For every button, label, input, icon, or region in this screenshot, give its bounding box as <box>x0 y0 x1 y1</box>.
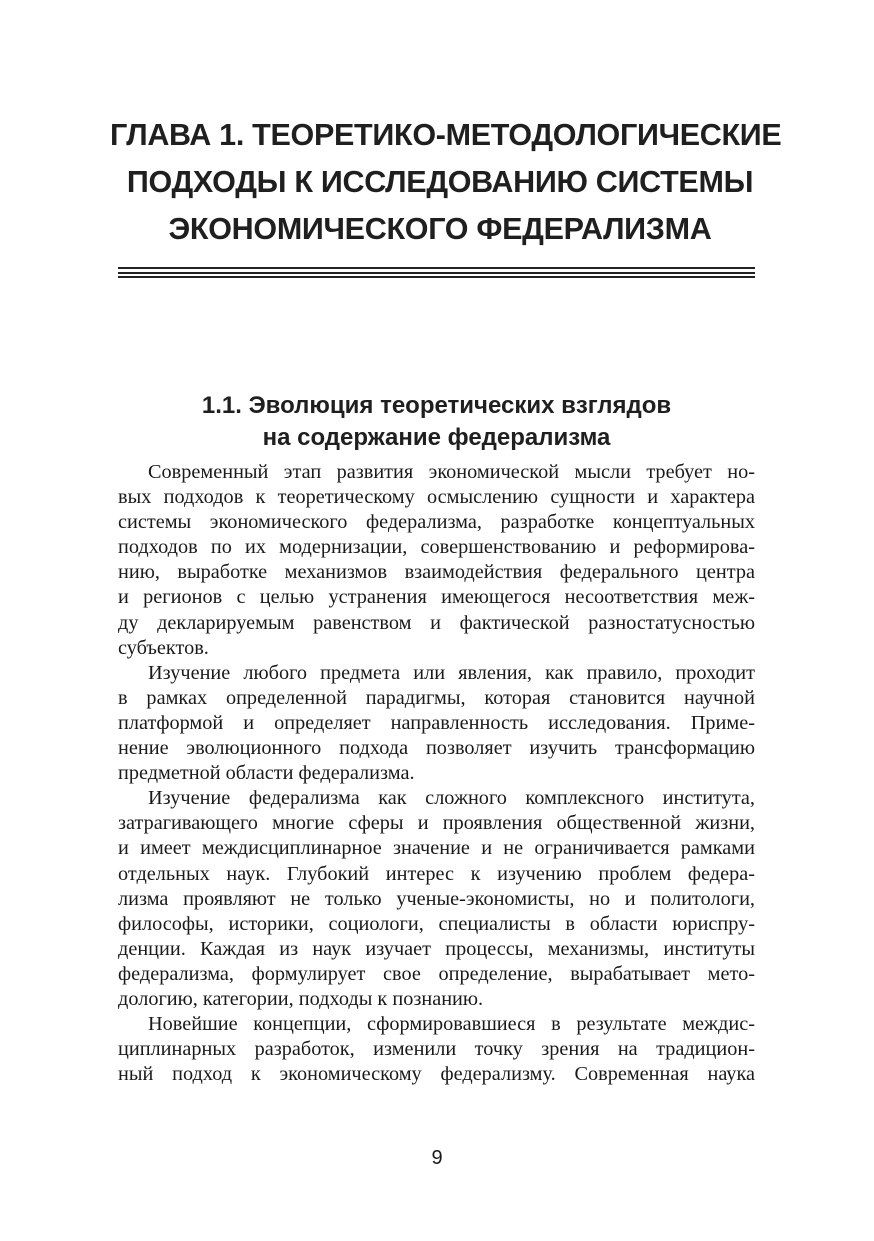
text-line: вых подходов к теоретическому осмыслению сущности и характера <box>118 486 755 509</box>
chapter-title <box>110 112 782 253</box>
section-title-line: 1.1. Эволюция теоретических взглядов <box>201 392 672 419</box>
text-line: философы, историки, социологи, специалисты в области юриспру- <box>118 912 755 935</box>
paragraph-4 <box>118 1012 755 1087</box>
chapter-divider-top <box>118 267 755 269</box>
text-line: системы экономического федерализма, разработке концептуальных <box>118 511 755 534</box>
text-line: ный подход к экономическому федерализму. Современная наука <box>118 1063 755 1086</box>
section-title-line: на содержание федерализма <box>262 424 611 451</box>
chapter-divider-bottom <box>118 276 755 278</box>
text-line: дологию, категории, подходы к познанию. <box>118 987 484 1010</box>
text-line: нию, выработке механизмов взаимодействия федерального центра <box>118 561 755 584</box>
chapter-title-line: ПОДХОДЫ К ИССЛЕДОВАНИЮ СИСТЕМЫ <box>126 165 754 199</box>
text-line: подходов по их модернизации, совершенствованию и реформирова- <box>118 536 755 559</box>
text-line: денции. Каждая из наук изучает процессы, механизмы, институты <box>118 937 755 960</box>
paragraph-1 <box>118 460 755 661</box>
text-line: циплинарных разработок, изменили точку зрения на традицион- <box>118 1038 755 1061</box>
text-line: лизма проявляют не только ученые-экономисты, но и политологи, <box>118 887 755 910</box>
text-line: Изучение федерализма как сложного комплексного института, <box>148 787 755 810</box>
text-line: Новейшие концепции, сформировавшиеся в результате междис- <box>148 1013 755 1036</box>
text-line: отдельных наук. Глубокий интерес к изучению проблем федера- <box>118 862 755 885</box>
text-line: и имеет междисциплинарное значение и не ограничивается рамками <box>118 837 755 860</box>
text-line: субъектов. <box>118 636 209 659</box>
chapter-divider-middle <box>118 272 755 274</box>
text-line: нение эволюционного подхода позволяет изучить трансформацию <box>118 737 755 760</box>
section-title <box>118 390 755 454</box>
body-text <box>118 460 755 1087</box>
text-line: и регионов с целью устранения имеющегося несоответствия меж- <box>118 586 755 609</box>
text-line: платформой и определяет направленность исследования. Приме- <box>118 711 755 734</box>
text-line: в рамках определенной парадигмы, которая становится научной <box>118 686 755 709</box>
text-line: затрагивающего многие сферы и проявления общественной жизни, <box>118 812 755 835</box>
paragraph-2 <box>118 661 755 786</box>
page-number: 9 <box>431 1147 443 1169</box>
text-line: федерализма, формулирует свое определение, вырабатывает мето- <box>118 962 755 985</box>
chapter-title-line: ЭКОНОМИЧЕСКОГО ФЕДЕРАЛИЗМА <box>168 212 712 246</box>
text-line: ду декларируемым равенством и фактической разностатусностью <box>118 611 755 634</box>
chapter-title-line: ГЛАВА 1. ТЕОРЕТИКО-МЕТОДОЛОГИЧЕСКИЕ <box>110 118 782 152</box>
text-line: Изучение любого предмета или явления, как правило, проходит <box>148 661 755 684</box>
paragraph-3 <box>118 786 755 1012</box>
text-line: предметной области федерализма. <box>118 762 415 785</box>
text-line: Современный этап развития экономической мысли требует но- <box>148 461 755 483</box>
